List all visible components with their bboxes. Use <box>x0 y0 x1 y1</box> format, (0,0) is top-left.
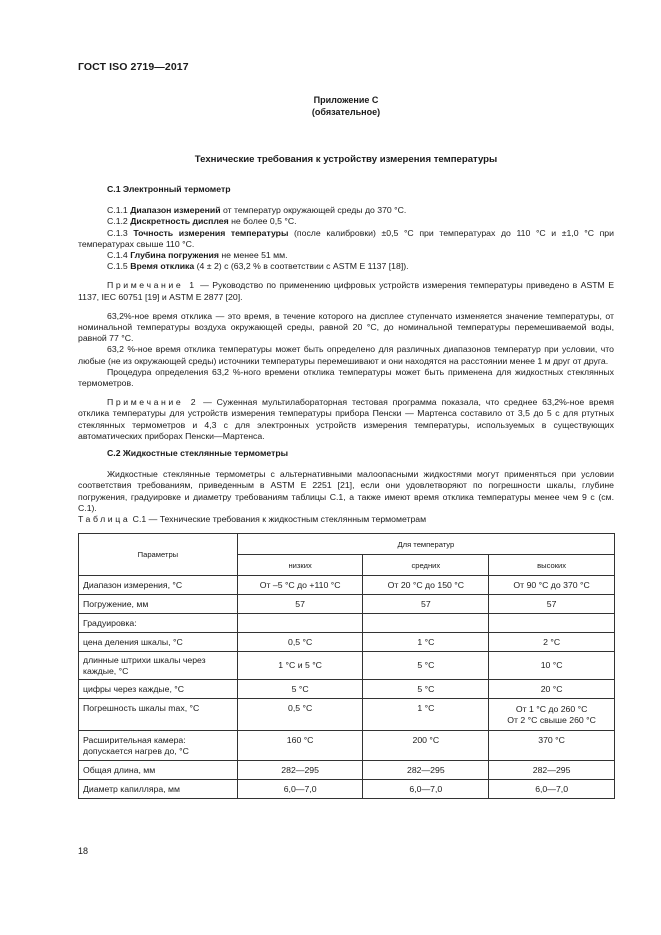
table-cell-param: Погружение, мм <box>79 595 238 614</box>
standard-header: ГОСТ ISO 2719—2017 <box>78 61 189 73</box>
item-term: Точность измерения температуры <box>133 227 289 238</box>
table-row <box>79 595 615 614</box>
table-row <box>79 780 615 799</box>
table-cell-param: Общая длина, мм <box>79 761 238 780</box>
item-number: С.1.1 <box>107 205 131 216</box>
table-cell: 57 <box>237 595 363 614</box>
section-c1-heading: С.1 Электронный термометр <box>107 184 231 194</box>
item-text: (после калибровки) ±0,5 °С при температурах до 110 °С и ±1,0 °С при температурах свыше 110 °С. <box>78 227 614 249</box>
table-cell: 6,0—7,0 <box>363 780 489 799</box>
item-number: С.1.2 <box>107 216 131 227</box>
table-cell: 0,5 °С <box>237 633 363 652</box>
item-number: С.1.5 <box>107 261 131 272</box>
table-cell: От –5 °С до +110 °С <box>237 576 363 595</box>
item-c1-1 <box>78 205 614 216</box>
column-header-parameters: Параметры <box>79 534 238 576</box>
table-cell <box>237 614 363 633</box>
table-row <box>79 614 615 633</box>
table-cell: 5 °С <box>363 652 489 680</box>
table-cell: 160 °С <box>237 731 363 761</box>
caption-label: Таблица <box>78 514 131 525</box>
table-cell <box>363 614 489 633</box>
cell-line: От 1 °С до 260 °С <box>515 703 588 714</box>
note-label: Примечание 1 <box>107 280 197 291</box>
item-c1-3 <box>78 228 614 250</box>
column-header-medium: средних <box>363 555 489 576</box>
paragraph: Жидкостные стеклянные термометры с альтернативными малоопасными жидкостями могут применяться при условии соответствия требованиям, приведенным в ASTM E 2251 [21], если они удовлетворяют по погрешности шкалы, глубине погружения, градуировке и диаметру требованиям таблицы С.1, а также имеют время отклика температуры менее чем 9 с (см. С.1). <box>78 469 614 513</box>
table-cell: 1 °С и 5 °С <box>237 652 363 680</box>
table-cell: 5 °С <box>363 680 489 699</box>
table-caption <box>78 514 614 525</box>
paragraph: Процедура определения 63,2 %-ного времени отклика температуры может быть применена для жидкостных стеклянных термометров. <box>78 366 614 389</box>
item-term: Дискретность дисплея <box>130 216 229 227</box>
page-number: 18 <box>78 846 89 856</box>
table-cell: 6,0—7,0 <box>489 780 615 799</box>
table-cell: 57 <box>363 595 489 614</box>
table-cell-param: цена деления шкалы, °С <box>79 633 238 652</box>
section-c2-heading: С.2 Жидкостные стеклянные термометры <box>107 448 289 459</box>
table-cell: 1 °С <box>363 699 489 731</box>
item-text: от температур окружающей среды до 370 °С. <box>220 205 407 216</box>
item-number: С.1.4 <box>107 250 131 261</box>
table-cell: 1 °С <box>363 633 489 652</box>
caption-text: С.1 — Технические требования к жидкостным стеклянным термометрам <box>130 514 427 525</box>
item-text: не менее 51 мм. <box>218 250 288 261</box>
note-2 <box>78 397 614 442</box>
document-body <box>78 184 614 799</box>
appendix-heading <box>78 94 614 118</box>
table-cell: 282—295 <box>489 761 615 780</box>
note-text: — Руководство по применению цифровых устройств измерения температуры приведено в ASTM E 1137, IEC 60751 [19] и ASTM E 2877 [20]. <box>78 280 614 302</box>
table-cell-param: Погрешность шкалы max, °С <box>79 699 238 731</box>
table-cell: От 90 °С до 370 °С <box>489 576 615 595</box>
item-term: Время отклика <box>130 261 195 272</box>
table-cell: 282—295 <box>237 761 363 780</box>
column-header-high: высоких <box>489 555 615 576</box>
table-row <box>79 761 615 780</box>
item-text: (4 ± 2) с (63,2 % в соответствии с ASTM E 1137 [18]). <box>194 261 409 272</box>
table-cell: 370 °С <box>489 731 615 761</box>
item-term: Глубина погружения <box>130 250 219 261</box>
table-row <box>79 652 615 680</box>
table-cell: 282—295 <box>363 761 489 780</box>
table-cell: 10 °С <box>489 652 615 680</box>
table-cell: От 20 °С до 150 °С <box>363 576 489 595</box>
table-cell-param: длинные штрихи шкалы через каждые, °С <box>79 652 238 680</box>
table-row <box>79 699 615 731</box>
table-row <box>79 680 615 699</box>
appendix-label: Приложение С <box>313 95 379 105</box>
table-row <box>79 576 615 595</box>
table-cell: 2 °С <box>489 633 615 652</box>
cell-line: От 2 °С свыше 260 °С <box>507 714 596 725</box>
column-header-low: низких <box>237 555 363 576</box>
table-cell: 5 °С <box>237 680 363 699</box>
table-cell: 57 <box>489 595 615 614</box>
note-label: Примечание 2 <box>107 397 199 408</box>
table-row <box>79 731 615 761</box>
note-text: — Суженная мультилабораторная тестовая программа показала, что среднее 63,2%-ное время отклика температуры для устройств измерения температуры прибора Пенски — Мартенса составило от 3,5 до 5 с для ртутных стеклянных термометров и 4,3 с для электронных устройств измерения температуры, используемых в существующих автоматических приборах Пенски—Мартенса. <box>78 397 614 441</box>
table-cell: 0,5 °С <box>237 699 363 731</box>
appendix-status: (обязательное) <box>311 107 381 117</box>
paragraph: 63,2%-ное время отклика — это время, в течение которого на дисплее ступенчато изменяется значение температуры, от номинальной температуры воздуха окружающей среды, равной 20 °С, до номинальной температуры перемешиваемой воды, равной 77 °С. <box>78 310 614 344</box>
table-cell-param: Диапазон измерения, °С <box>79 576 238 595</box>
table-cell-param: Градуировка: <box>79 614 238 633</box>
table-cell-param: Диаметр капилляра, мм <box>79 780 238 799</box>
paragraph: 63,2 %-ное время отклика температуры может быть определено для различных диапазонов температур при условии, что любые (не из окружающей среды) источники температуры перемешивают и они находятся на расстоянии менее 1 м друг от друга. <box>78 344 614 366</box>
table-cell: 200 °С <box>363 731 489 761</box>
column-group-header: Для температур <box>237 534 614 555</box>
item-c1-5 <box>78 261 614 272</box>
requirements-table <box>78 533 615 799</box>
item-term: Диапазон измерений <box>130 205 221 216</box>
item-number: С.1.3 <box>107 227 134 238</box>
table-cell <box>489 699 615 731</box>
table-row <box>79 633 615 652</box>
table-cell: 20 °С <box>489 680 615 699</box>
item-c1-2 <box>78 216 614 227</box>
note-1 <box>78 280 614 302</box>
item-c1-4 <box>78 250 614 261</box>
item-text: не более 0,5 °С. <box>228 216 297 227</box>
table-cell-param: Расширительная камера: допускается нагрев до, °С <box>79 731 238 761</box>
table-cell: 6,0—7,0 <box>237 780 363 799</box>
appendix-title: Технические требования к устройству измерения температуры <box>194 154 498 165</box>
table-cell-param: цифры через каждые, °С <box>79 680 238 699</box>
table-cell <box>489 614 615 633</box>
